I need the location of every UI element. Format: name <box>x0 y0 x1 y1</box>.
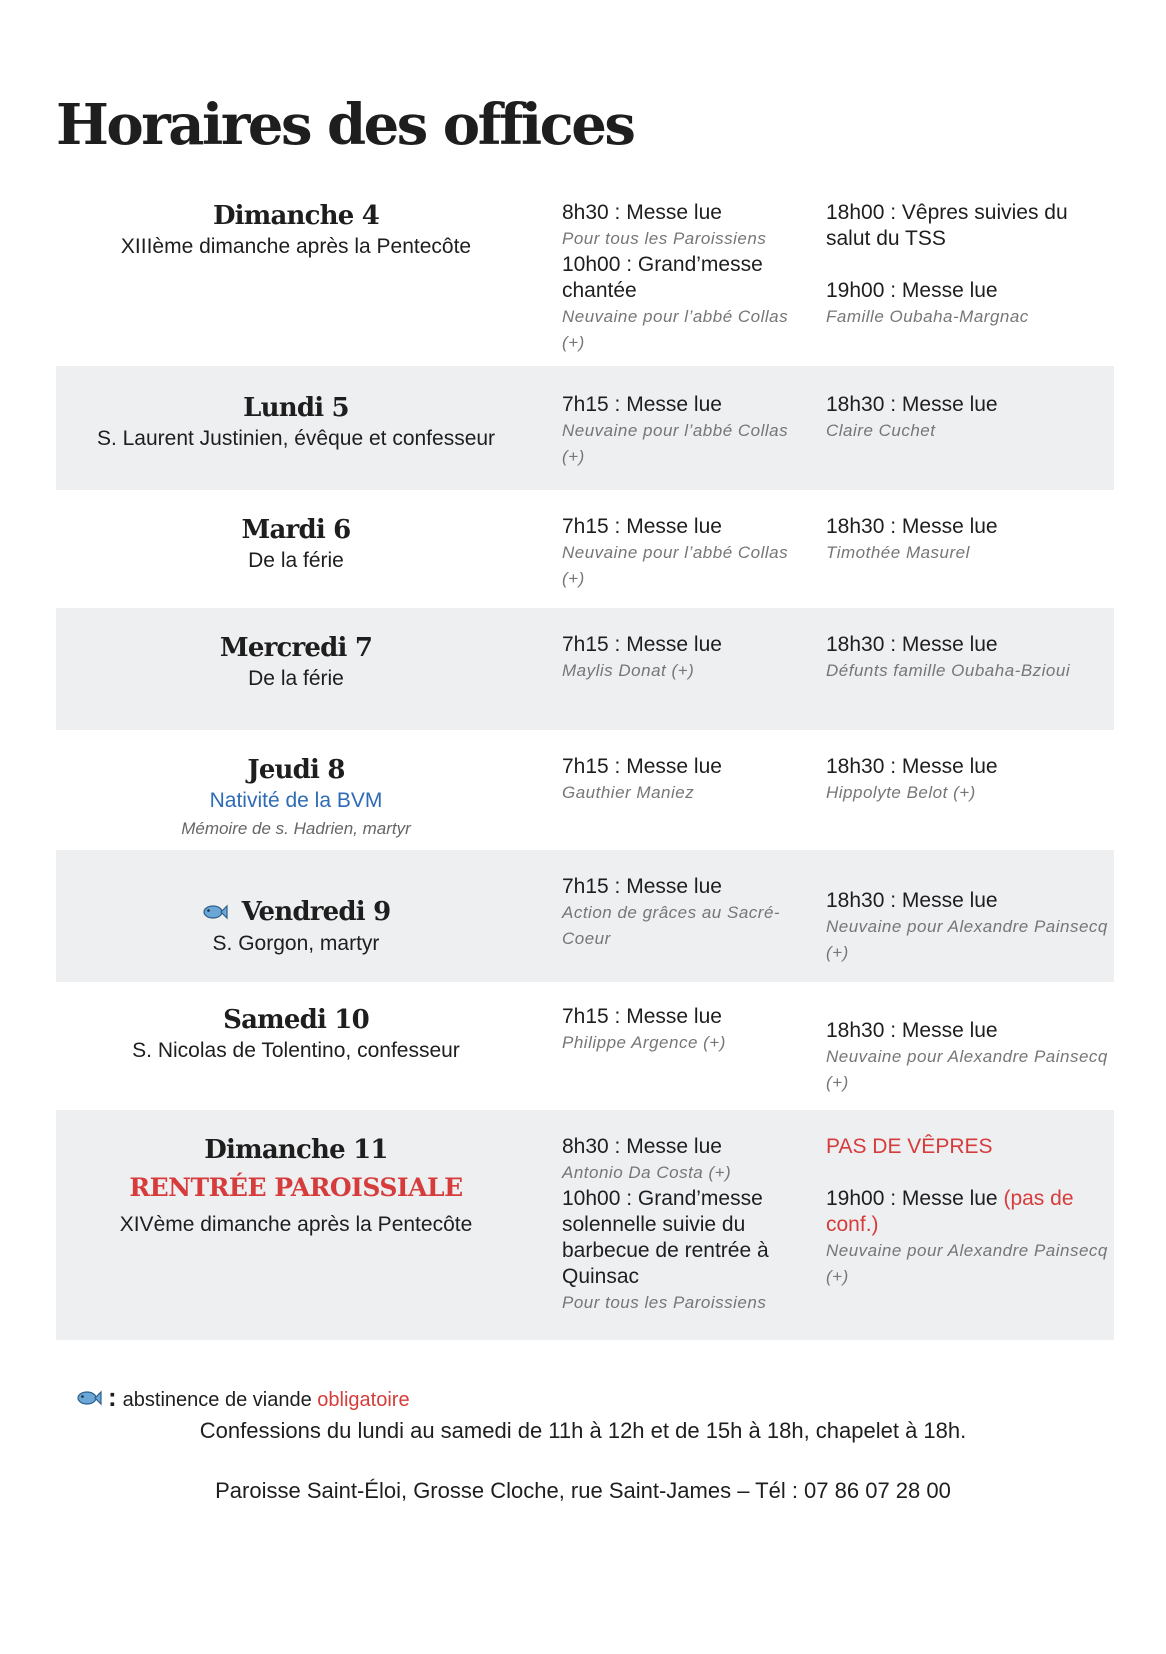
day-row <box>56 982 1114 1110</box>
day-name: Samedi 10 <box>223 1005 369 1035</box>
day-name: Mercredi 7 <box>219 633 373 663</box>
legend-text: abstinence de viande <box>122 1389 312 1411</box>
slot-note: Neuvaine pour l’abbé Collas (+) <box>562 307 789 352</box>
day-name: Dimanche 4 <box>212 201 380 231</box>
evening-slots <box>816 1004 1114 1096</box>
slot-note: Défunts famille Oubaha-Bzioui <box>826 661 1071 680</box>
day-row <box>56 730 1114 850</box>
evening-slots <box>816 514 1114 566</box>
day-feast: S. Laurent Justinien, évêque et confesseur <box>96 427 496 450</box>
slot-title: 7h15 : Messe lue <box>562 755 722 778</box>
day-special: RENTRÉE PAROISSIALE <box>129 1173 463 1202</box>
slot-title: 18h00 : Vêpres suivies du salut du TSS <box>826 201 1068 250</box>
day-memorial: Mémoire de s. Hadrien, martyr <box>181 819 411 838</box>
day-cell <box>56 1134 536 1240</box>
slot-title: 18h30 : Messe lue <box>826 755 998 778</box>
slot-title: 10h00 : Grand’messe chantée <box>562 253 763 302</box>
slot-note: Pour tous les Paroissiens <box>562 229 767 248</box>
slot-note: Neuvaine pour l’abbé Collas (+) <box>562 421 789 466</box>
day-name: Mardi 6 <box>241 515 351 545</box>
day-name: Jeudi 8 <box>247 755 345 785</box>
day-cell <box>56 392 536 454</box>
slot-note: Neuvaine pour l’abbé Collas (+) <box>562 543 789 588</box>
evening-slots <box>816 1134 1114 1290</box>
morning-slots <box>536 754 816 806</box>
day-cell <box>56 1004 536 1066</box>
evening-slots <box>816 632 1114 684</box>
morning-slots <box>536 200 816 356</box>
schedule-table <box>56 196 1114 1340</box>
morning-slots <box>536 874 816 952</box>
day-cell <box>56 754 536 842</box>
slot-extra: (pas de conf.) <box>826 1187 1074 1236</box>
slot-note: Gauthier Maniez <box>562 783 695 802</box>
slot-note: Pour tous les Paroissiens <box>562 1293 767 1312</box>
slot-title: 8h30 : Messe lue <box>562 1135 722 1158</box>
slot-title: 7h15 : Messe lue <box>562 1005 722 1028</box>
slot-note: Neuvaine pour Alexandre Painsecq (+) <box>826 917 1108 962</box>
slot-note: Philippe Argence (+) <box>562 1033 726 1052</box>
day-feast: S. Nicolas de Tolentino, confesseur <box>132 1039 460 1062</box>
day-row <box>56 366 1114 490</box>
slot-title: 10h00 : Grand’messe solennelle suivie du barbecue de rentrée à Quinsac <box>562 1187 769 1288</box>
slot-note: Famille Oubaha-Margnac <box>826 307 1029 326</box>
slot-title: 7h15 : Messe lue <box>562 515 722 538</box>
slot-title: 7h15 : Messe lue <box>562 633 722 656</box>
evening-slots <box>816 200 1114 330</box>
slot-title: 18h30 : Messe lue <box>826 393 998 416</box>
slot-note: Neuvaine pour Alexandre Painsecq (+) <box>826 1241 1108 1286</box>
day-row <box>56 850 1114 982</box>
evening-slots <box>816 874 1114 966</box>
slot-title: 18h30 : Messe lue <box>826 889 998 912</box>
morning-slots <box>536 392 816 470</box>
slot-note: Neuvaine pour Alexandre Painsecq (+) <box>826 1047 1108 1092</box>
slot-note: Hippolyte Belot (+) <box>826 783 976 802</box>
morning-slots <box>536 632 816 684</box>
slot-title: 18h30 : Messe lue <box>826 1019 998 1042</box>
page-title: Horaires des offices <box>56 92 634 158</box>
day-feast: XIIIème dimanche après la Pentecôte <box>120 235 472 258</box>
slot-title: 19h00 : Messe lue <box>826 279 998 302</box>
day-row <box>56 1110 1114 1340</box>
day-feast: S. Gorgon, martyr <box>212 932 380 955</box>
slot-note: Maylis Donat (+) <box>562 661 695 680</box>
morning-slots <box>536 1004 816 1056</box>
legend <box>76 1382 410 1413</box>
slot-title <box>826 1186 1114 1238</box>
slot-note: Antonio Da Costa (+) <box>562 1163 732 1182</box>
legend-highlight: obligatoire <box>317 1389 410 1411</box>
slot-note: Timothée Masurel <box>826 543 970 562</box>
day-cell <box>56 874 536 959</box>
day-name: Vendredi 9 <box>241 897 391 927</box>
slot-note: Action de grâces au Sacré-Coeur <box>562 903 781 948</box>
day-feast: Nativité de la BVM <box>209 789 383 812</box>
day-row <box>56 608 1114 730</box>
day-name-wrap <box>56 896 536 929</box>
day-cell <box>56 632 536 694</box>
day-feast: De la férie <box>248 549 344 572</box>
fish-icon <box>202 897 228 929</box>
morning-slots <box>536 1134 816 1316</box>
day-cell <box>56 200 536 262</box>
slot-title: 8h30 : Messe lue <box>562 201 722 224</box>
slot-title: 18h30 : Messe lue <box>826 633 998 656</box>
day-name: Lundi 5 <box>243 393 349 423</box>
day-row <box>56 196 1114 366</box>
day-feast: XIVème dimanche après la Pentecôte <box>119 1213 473 1236</box>
evening-slots <box>816 392 1114 444</box>
evening-slots <box>816 754 1114 806</box>
slot-title: 7h15 : Messe lue <box>562 393 722 416</box>
day-name: Dimanche 11 <box>204 1135 388 1165</box>
slot-title: 7h15 : Messe lue <box>562 875 722 898</box>
day-row <box>56 490 1114 608</box>
slot-title: 18h30 : Messe lue <box>826 515 998 538</box>
parish-contact: Paroisse Saint-Éloi, Grosse Cloche, rue Saint-James – Tél : 07 86 07 28 00 <box>215 1478 951 1503</box>
fish-icon <box>76 1389 102 1413</box>
slot-note: Claire Cuchet <box>826 421 936 440</box>
day-feast: De la férie <box>248 667 344 690</box>
slot-time: 19h00 : Messe lue <box>826 1187 998 1210</box>
day-cell <box>56 514 536 576</box>
confessions-info: Confessions du lundi au samedi de 11h à 12h et de 15h à 18h, chapelet à 18h. <box>199 1418 967 1443</box>
morning-slots <box>536 514 816 592</box>
no-vespers-notice: PAS DE VÊPRES <box>826 1135 993 1158</box>
legend-colon: : <box>108 1382 117 1412</box>
